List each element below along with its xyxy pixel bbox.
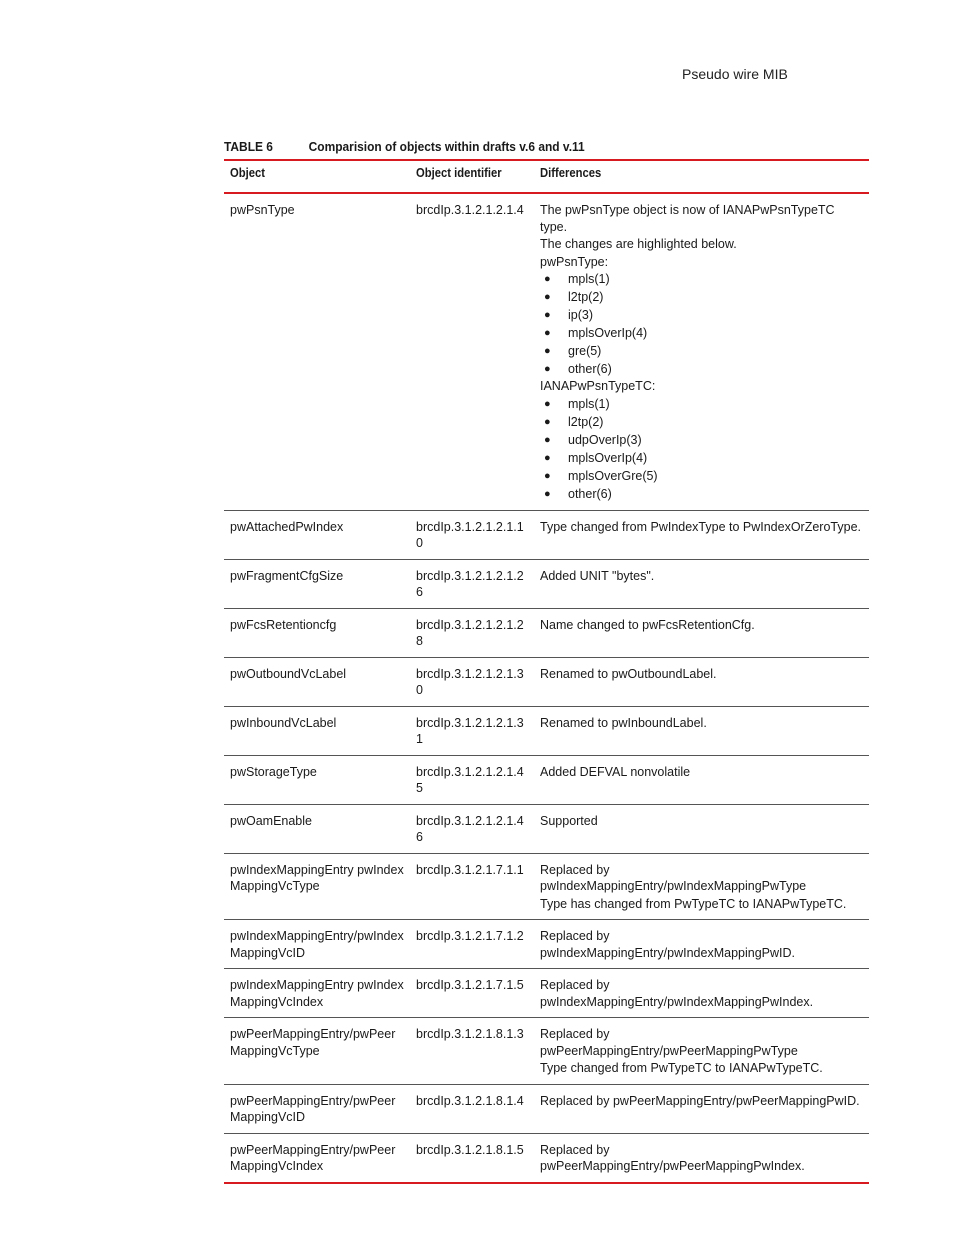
- bullet-icon: ●: [544, 345, 551, 357]
- oid-cell: brcdIp.3.1.2.1.2.1.46: [416, 813, 524, 844]
- table-row: [224, 510, 869, 559]
- object-cell: pwPsnType: [230, 203, 295, 217]
- oid-cell: brcdIp.3.1.2.1.7.1.5: [416, 978, 524, 992]
- differences-cell: [534, 1133, 869, 1183]
- table-row: [224, 755, 869, 804]
- object-cell: pwAttachedPwIndex: [230, 519, 344, 534]
- oid-cell: brcdIp.3.1.2.1.2.1.45: [416, 764, 524, 795]
- diff-line: Replaced by pwPeerMappingEntry/pwPeerMappingPwType: [540, 1027, 798, 1058]
- list-item: ● other(6): [544, 486, 612, 501]
- list-item: ● mplsOverIp(4): [544, 326, 648, 340]
- table-row: [224, 969, 869, 1018]
- comparison-table: [224, 159, 869, 1184]
- bullet-icon: ●: [544, 415, 551, 428]
- differences-cell: Supported: [540, 813, 598, 828]
- diff-line: Replaced by pwIndexMappingEntry/pwIndexMappingPwID.: [540, 929, 795, 960]
- oid-cell: brcdIp.3.1.2.1.2.1.10: [416, 519, 524, 550]
- running-header-title: Pseudo wire MIB: [682, 66, 788, 82]
- object-cell: pwIndexMappingEntry/pwIndexMappingVcID: [230, 929, 404, 960]
- list-item: ● ip(3): [544, 308, 594, 322]
- bullet-list: [540, 270, 863, 378]
- differences-cell: [534, 853, 869, 920]
- differences-cell: [534, 1018, 869, 1085]
- bullet-icon: ●: [544, 487, 551, 500]
- differences-cell: Added DEFVAL nonvolatile: [540, 764, 691, 779]
- list-item: ● other(6): [544, 362, 612, 376]
- list-item: ● l2tp(2): [544, 414, 604, 429]
- object-cell: pwStorageType: [230, 764, 317, 779]
- list-item: ● mplsOverIp(4): [544, 450, 648, 465]
- object-cell: pwPeerMappingEntry/pwPeerMappingVcType: [230, 1027, 396, 1058]
- table-title: Comparision of objects within drafts v.6 and v.11: [308, 139, 585, 154]
- diff-line: The pwPsnType object is now of IANAPwPsnTypeTC type.: [540, 203, 835, 234]
- table-row: [224, 1084, 869, 1133]
- table-body: [224, 193, 869, 1183]
- object-cell: pwOamEnable: [230, 813, 312, 828]
- list-item: ● mpls(1): [544, 272, 610, 286]
- table-row: [224, 657, 869, 706]
- diff-sub-label: IANAPwPsnTypeTC:: [540, 379, 656, 393]
- diff-line: Type changed from PwTypeTC to IANAPwTypeTC.: [540, 1061, 823, 1075]
- table-row: [224, 559, 869, 608]
- oid-cell: brcdIp.3.1.2.1.8.1.5: [416, 1142, 524, 1157]
- table-number: TABLE 6: [224, 139, 273, 154]
- column-header-differences: Differences: [540, 166, 602, 180]
- diff-line: Replaced by pwIndexMappingEntry/pwIndexMappingPwType: [540, 862, 807, 893]
- oid-cell: brcdIp.3.1.2.1.8.1.4: [416, 1093, 524, 1108]
- oid-cell: brcdIp.3.1.2.1.2.1.26: [416, 568, 524, 599]
- oid-cell: brcdIp.3.1.2.1.2.1.4: [416, 203, 524, 217]
- object-cell: pwInboundVcLabel: [230, 715, 337, 730]
- diff-line: Type has changed from PwTypeTC to IANAPwTypeTC.: [540, 896, 847, 911]
- bullet-icon: ●: [544, 433, 551, 446]
- object-cell: pwIndexMappingEntry pwIndexMappingVcType: [230, 862, 404, 893]
- object-cell: pwPeerMappingEntry/pwPeerMappingVcIndex: [230, 1142, 396, 1173]
- differences-cell: [534, 969, 869, 1018]
- object-cell: pwOutboundVcLabel: [230, 666, 347, 681]
- column-header-object: Object: [230, 166, 266, 180]
- list-item: ● mpls(1): [544, 396, 610, 411]
- table-row: [224, 193, 869, 510]
- table-row: [224, 1133, 869, 1183]
- differences-cell: Renamed to pwOutboundLabel.: [540, 666, 717, 681]
- table-caption: [224, 139, 817, 159]
- differences-cell: [534, 193, 869, 510]
- table-row: [224, 608, 869, 657]
- differences-cell: Name changed to pwFcsRetentionCfg.: [540, 617, 755, 632]
- oid-cell: brcdIp.3.1.2.1.2.1.30: [416, 666, 524, 697]
- bullet-icon: ●: [544, 363, 551, 375]
- oid-cell: brcdIp.3.1.2.1.7.1.1: [416, 862, 524, 877]
- table-header-row: [224, 160, 869, 193]
- differences-cell: [534, 920, 869, 969]
- bullet-icon: ●: [544, 273, 551, 285]
- object-cell: pwFragmentCfgSize: [230, 568, 344, 583]
- table-row: [224, 920, 869, 969]
- object-cell: pwPeerMappingEntry/pwPeerMappingVcID: [230, 1093, 396, 1124]
- diff-line: pwPsnType:: [540, 254, 609, 269]
- differences-cell: Type changed from PwIndexType to PwIndexOrZeroType.: [540, 519, 861, 534]
- list-item: ● udpOverIp(3): [544, 432, 642, 447]
- oid-cell: brcdIp.3.1.2.1.2.1.28: [416, 617, 524, 648]
- table-row: [224, 706, 869, 755]
- oid-cell: brcdIp.3.1.2.1.2.1.31: [416, 715, 524, 746]
- differences-cell: Added UNIT "bytes".: [540, 568, 655, 583]
- oid-cell: brcdIp.3.1.2.1.7.1.2: [416, 929, 524, 943]
- bullet-icon: ●: [544, 327, 551, 339]
- differences-cell: [534, 1084, 869, 1133]
- diff-line: Replaced by pwPeerMappingEntry/pwPeerMappingPwID.: [540, 1093, 860, 1108]
- table-row: [224, 853, 869, 920]
- list-item: ● l2tp(2): [544, 290, 604, 304]
- bullet-icon: ●: [544, 451, 551, 464]
- object-cell: pwIndexMappingEntry pwIndexMappingVcIndex: [230, 978, 404, 1009]
- object-cell: pwFcsRetentioncfg: [230, 617, 337, 632]
- bullet-icon: ●: [544, 291, 551, 303]
- diff-line: Replaced by pwIndexMappingEntry/pwIndexMappingPwIndex.: [540, 978, 814, 1009]
- bullet-icon: ●: [544, 397, 551, 410]
- table-row: [224, 804, 869, 853]
- column-header-object-identifier: Object identifier: [416, 166, 502, 180]
- table-row: [224, 1018, 869, 1085]
- oid-cell: brcdIp.3.1.2.1.8.1.3: [416, 1027, 524, 1041]
- differences-cell: Renamed to pwInboundLabel.: [540, 715, 707, 730]
- diff-line: Replaced by pwPeerMappingEntry/pwPeerMappingPwIndex.: [540, 1142, 805, 1173]
- list-item: ● mplsOverGre(5): [544, 468, 658, 483]
- list-item: ● gre(5): [544, 344, 602, 358]
- bullet-list: [540, 395, 863, 503]
- bullet-icon: ●: [544, 469, 551, 482]
- bullet-icon: ●: [544, 309, 551, 321]
- diff-line: The changes are highlighted below.: [540, 237, 737, 251]
